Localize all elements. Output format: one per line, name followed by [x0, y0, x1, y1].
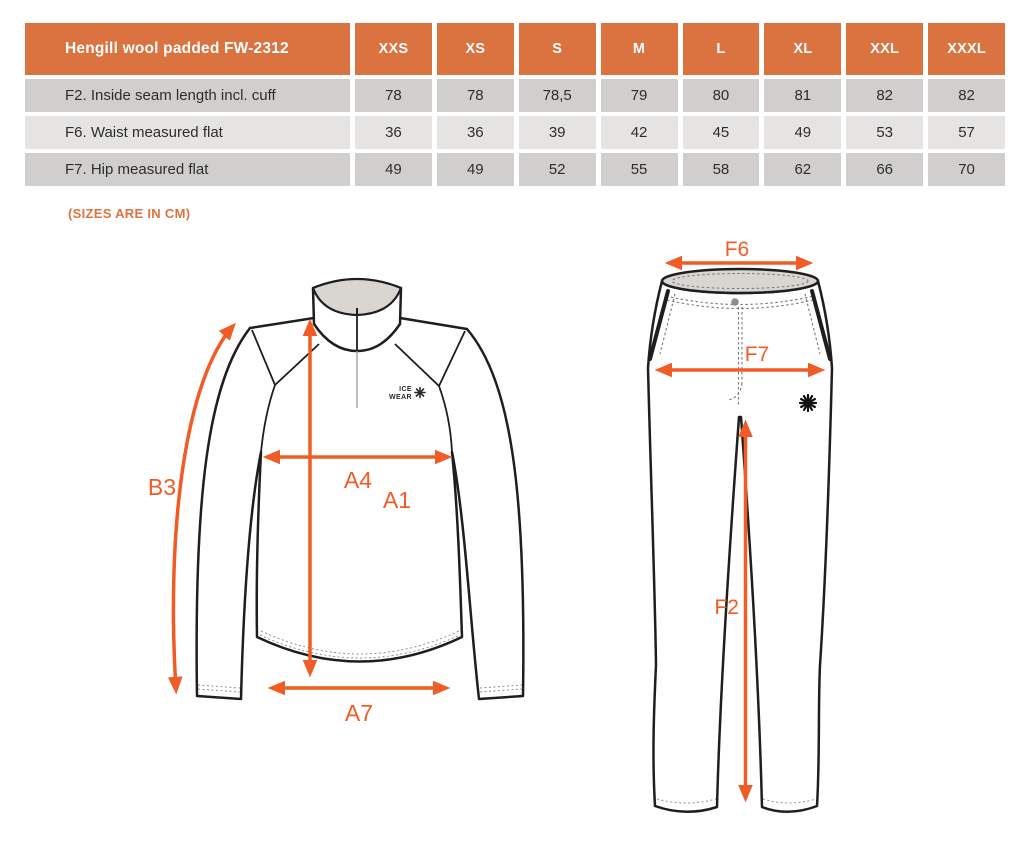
measure-label-f2: F2 [714, 596, 739, 619]
snowflake-icon [415, 388, 425, 398]
table-header-size-s: S [519, 23, 596, 75]
table-header-size-m: M [601, 23, 678, 75]
svg-text:ICE: ICE [399, 386, 412, 393]
row-label-f2: F2. Inside seam length incl. cuff [25, 79, 350, 112]
value-cell: 55 [601, 153, 678, 186]
value-cell: 42 [601, 116, 678, 149]
measure-label-a4: A4 [343, 467, 373, 493]
measure-label-f7: F7 [744, 343, 770, 366]
table-header-size-xxs: XXS [355, 23, 432, 75]
value-cell: 62 [764, 153, 841, 186]
pants-diagram [635, 240, 855, 830]
sweater-diagram [140, 240, 570, 735]
row-label-f6: F6. Waist measured flat [25, 116, 350, 149]
value-cell: 45 [683, 116, 760, 149]
value-cell: 82 [846, 79, 923, 112]
pants-waist-opening [662, 269, 818, 293]
value-cell: 52 [519, 153, 596, 186]
value-cell: 66 [846, 153, 923, 186]
measure-label-a1: A1 [382, 487, 412, 513]
pants-outline [648, 281, 832, 812]
value-cell: 53 [846, 116, 923, 149]
table-header-size-xxxl: XXXL [928, 23, 1005, 75]
table-header-size-xs: XS [437, 23, 514, 75]
value-cell: 58 [683, 153, 760, 186]
table-header-size-l: L [683, 23, 760, 75]
value-cell: 79 [601, 79, 678, 112]
value-cell: 39 [519, 116, 596, 149]
row-label-f7: F7. Hip measured flat [25, 153, 350, 186]
value-cell: 81 [764, 79, 841, 112]
measure-label-a7: A7 [344, 700, 374, 726]
table-header-size-xxl: XXL [846, 23, 923, 75]
value-cell: 36 [355, 116, 432, 149]
value-cell: 78 [355, 79, 432, 112]
measure-label-b3: B3 [147, 474, 177, 500]
value-cell: 80 [683, 79, 760, 112]
measure-label-f6: F6 [724, 240, 750, 261]
value-cell: 49 [437, 153, 514, 186]
value-cell: 49 [764, 116, 841, 149]
value-cell: 82 [928, 79, 1005, 112]
value-cell: 78,5 [519, 79, 596, 112]
value-cell: 36 [437, 116, 514, 149]
value-cell: 78 [437, 79, 514, 112]
sizes-note: (SIZES ARE IN CM) [68, 206, 191, 221]
value-cell: 57 [928, 116, 1005, 149]
waist-button [731, 298, 739, 306]
svg-text:WEAR: WEAR [389, 394, 412, 401]
size-table [25, 23, 1005, 186]
value-cell: 70 [928, 153, 1005, 186]
table-header-size-xl: XL [764, 23, 841, 75]
sweater-outline [197, 318, 524, 699]
table-header-product: Hengill wool padded FW-2312 [25, 23, 350, 75]
value-cell: 49 [355, 153, 432, 186]
